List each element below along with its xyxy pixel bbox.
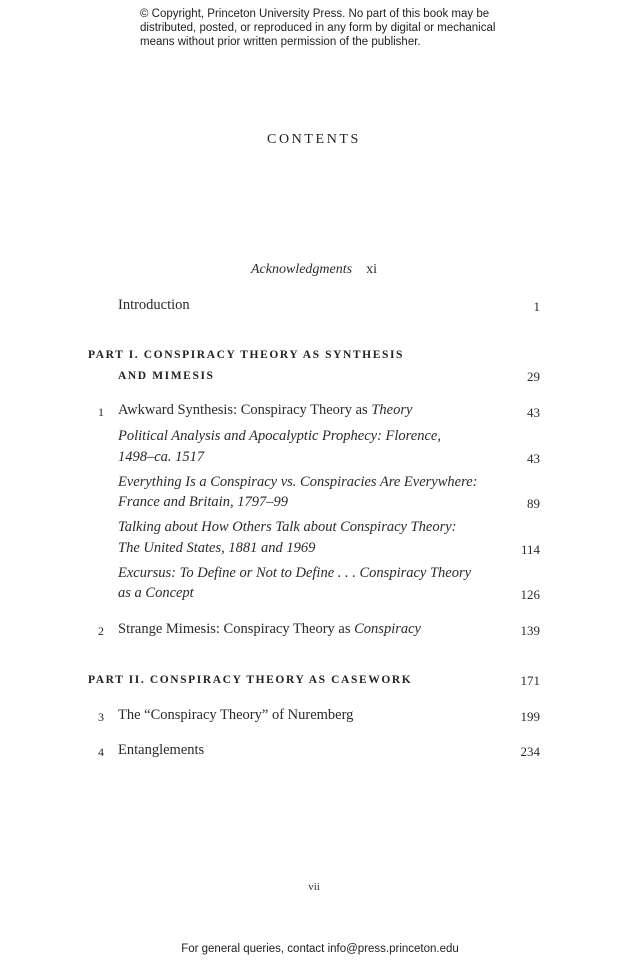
section-2-page: 89 bbox=[527, 496, 540, 511]
section-3-line-2[interactable]: The United States, 1881 and 1969 bbox=[118, 540, 316, 556]
copyright-line-3: means without prior written permission of the publisher. bbox=[140, 36, 421, 48]
section-3-line-1[interactable]: Talking about How Others Talk about Conspiracy Theory: bbox=[118, 519, 457, 535]
chapter-3-number: 3 bbox=[98, 710, 104, 724]
chapter-1-title-italic: Theory bbox=[371, 402, 413, 418]
chapter-1-number: 1 bbox=[98, 405, 104, 419]
chapter-4-page: 234 bbox=[520, 744, 540, 759]
acknowledgments-page: xi bbox=[366, 262, 377, 277]
chapter-2-title-italic: Conspiracy bbox=[354, 621, 421, 637]
chapter-1-title: Awkward Synthesis: Conspiracy Theory as bbox=[118, 402, 372, 418]
section-2-line-1[interactable]: Everything Is a Conspiracy vs. Conspiracies Are Everywhere: bbox=[118, 474, 478, 490]
page-folio: vii bbox=[308, 881, 320, 893]
acknowledgments-title: Acknowledgments bbox=[251, 262, 353, 277]
section-1-line-1[interactable]: Political Analysis and Apocalyptic Prophecy: Florence, bbox=[118, 428, 441, 444]
section-3-page: 114 bbox=[520, 542, 540, 557]
chapter-3-page: 199 bbox=[520, 709, 540, 724]
section-1-line-2[interactable]: 1498–ca. 1517 bbox=[118, 449, 205, 465]
introduction-page: 1 bbox=[533, 299, 540, 314]
part-1-page: 29 bbox=[527, 369, 540, 384]
contents-heading: CONTENTS bbox=[267, 132, 361, 147]
part-2-page: 171 bbox=[520, 673, 540, 688]
toc-chapter-2[interactable] bbox=[118, 621, 421, 638]
section-4-line-1[interactable]: Excursus: To Define or Not to Define . . . Conspiracy Theory bbox=[118, 565, 472, 581]
copyright-line-1: © Copyright, Princeton University Press. No part of this book may be bbox=[140, 8, 490, 20]
chapter-2-number: 2 bbox=[98, 624, 104, 638]
part-1-heading[interactable]: PART I. CONSPIRACY THEORY AS SYNTHESIS bbox=[88, 349, 405, 361]
chapter-1-page: 43 bbox=[527, 405, 540, 420]
copyright-line-2: distributed, posted, or reproduced in any form by digital or mechanical bbox=[140, 22, 496, 34]
section-4-page: 126 bbox=[520, 587, 540, 602]
toc-acknowledgments[interactable] bbox=[0, 262, 628, 278]
part-2-heading[interactable]: PART II. CONSPIRACY THEORY AS CASEWORK bbox=[88, 674, 413, 686]
chapter-2-title: Strange Mimesis: Conspiracy Theory as bbox=[118, 621, 355, 637]
toc-chapter-4[interactable]: Entanglements bbox=[118, 742, 205, 758]
section-4-line-2[interactable]: as a Concept bbox=[118, 585, 194, 601]
toc-chapter-1[interactable] bbox=[118, 402, 412, 419]
section-1-page: 43 bbox=[527, 451, 540, 466]
toc-introduction[interactable]: Introduction bbox=[118, 297, 190, 313]
chapter-2-page: 139 bbox=[520, 623, 540, 638]
footer-contact: For general queries, contact info@press.princeton.edu bbox=[181, 943, 459, 955]
copyright-notice bbox=[140, 7, 520, 49]
chapter-4-number: 4 bbox=[98, 745, 104, 759]
part-1-heading-cont[interactable]: AND MIMESIS bbox=[118, 370, 215, 382]
toc-chapter-3[interactable]: The “Conspiracy Theory” of Nuremberg bbox=[118, 707, 354, 723]
section-2-line-2[interactable]: France and Britain, 1797–99 bbox=[118, 494, 288, 510]
